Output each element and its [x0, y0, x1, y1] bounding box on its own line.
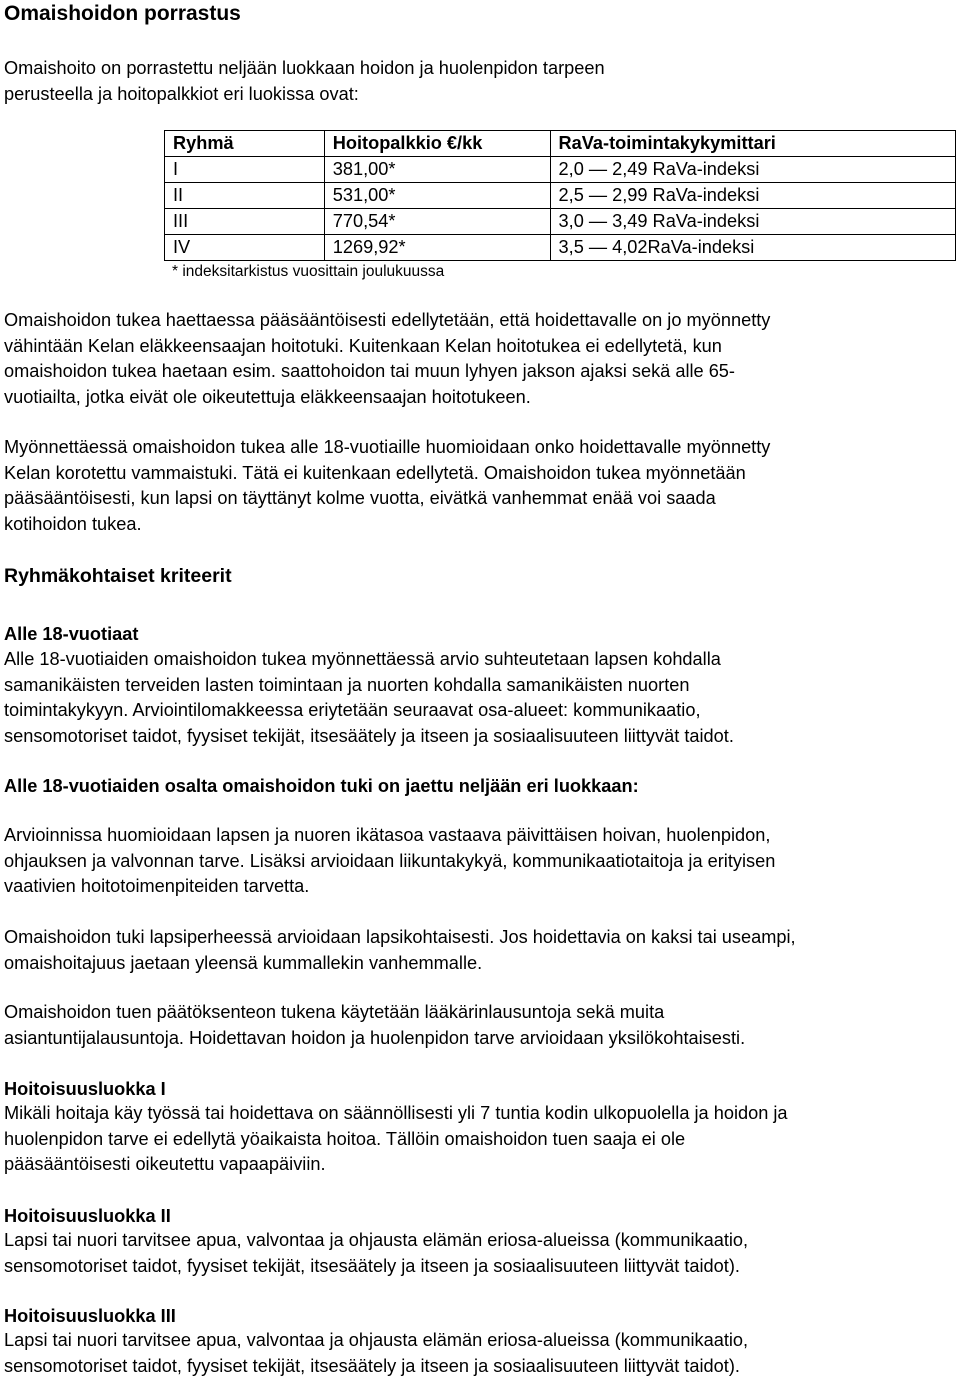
- text-line: pääsääntöisesti, kun lapsi on täyttänyt kolme vuotta, eivätkä vanhemmat enää voi saada: [4, 488, 716, 508]
- text-line: omaishoitajuus jaetaan yleensä kummallekin vanhemmalle.: [4, 952, 483, 973]
- class2-paragraph: [4, 1228, 956, 1279]
- text-line: sensomotoriset taidot, fyysiset tekijät, itsesäätely ja itseen ja sosiaalisuuteen liittyvät taidot.: [4, 725, 734, 746]
- text-line: vuotiailta, jotka eivät ole oikeutettuja eläkkeensaajan hoitotukeen.: [4, 386, 531, 407]
- text-line: Arvioinnissa huomioidaan lapsen ja nuoren ikätasoa vastaava päivittäisen hoivan, huolenpidon,: [4, 825, 771, 845]
- under18-heading: Alle 18-vuotiaat: [4, 624, 139, 644]
- text-line: Omaishoidon tuki lapsiperheessä arvioidaan lapsikohtaisesti. Jos hoidettavia on kaksi tai useampi,: [4, 927, 796, 947]
- text-line: Kelan korotettu vammaistuki. Tätä ei kuitenkaan edellytetä. Omaishoidon tukea myönnetään: [4, 462, 746, 483]
- text-line: Lapsi tai nuori tarvitsee apua, valvontaa ja ohjausta elämän eriosa-alueissa (kommunikaatio,: [4, 1330, 749, 1350]
- text-line: Myönnettäessä omaishoidon tukea alle 18-vuotiaille huomioidaan onko hoidettavalle myönnetty: [4, 437, 771, 457]
- table-cell: 3,0 — 3,49 RaVa-indeksi: [550, 209, 955, 235]
- text-line: Omaishoito on porrastettu neljään luokkaan hoidon ja huolenpidon tarpeen: [4, 58, 605, 78]
- text-line: vaativien hoitotoimenpiteiden tarvetta.: [4, 876, 310, 896]
- column-header-group: Ryhmä: [165, 131, 325, 157]
- family-paragraph: [4, 925, 956, 976]
- care-fee-table: [164, 130, 956, 261]
- table-header-row: [165, 131, 956, 157]
- evaluation-paragraph: [4, 823, 956, 900]
- class3-paragraph: [4, 1328, 956, 1379]
- text-line: Alle 18-vuotiaiden omaishoidon tukea myönnettäessä arvio suhteutetaan lapsen kohdalla: [4, 649, 721, 669]
- class3-heading: Hoitoisuusluokka III: [4, 1306, 176, 1326]
- page-title: Omaishoidon porrastus: [4, 2, 241, 25]
- text-line: toimintakykyyn. Arviointilomakkeessa eriytetään seuraavat osa-alueet: kommunikaatio,: [4, 700, 701, 720]
- table-row: [165, 157, 956, 183]
- text-line: omaishoidon tukea haetaan esim. saattohoidon tai muun lyhyen jakson ajaksi sekä alle 65-: [4, 361, 735, 381]
- text-line: sensomotoriset taidot, fyysiset tekijät, itsesäätely ja itseen ja sosiaalisuuteen liittyvät taidot).: [4, 1255, 740, 1276]
- table-cell: 2,5 — 2,99 RaVa-indeksi: [550, 183, 955, 209]
- table-cell: IV: [165, 235, 325, 261]
- criteria-heading: Ryhmäkohtaiset kriteerit: [4, 565, 232, 587]
- column-header-rava: RaVa-toimintakykymittari: [550, 131, 955, 157]
- table-cell: 381,00*: [324, 157, 550, 183]
- table-cell: III: [165, 209, 325, 235]
- statements-paragraph: [4, 1000, 956, 1051]
- table-footnote: * indeksitarkistus vuosittain joulukuussa: [172, 263, 445, 280]
- table-cell: 1269,92*: [324, 235, 550, 261]
- table-row: [165, 183, 956, 209]
- table-cell: 531,00*: [324, 183, 550, 209]
- column-header-fee: Hoitopalkkio €/kk: [324, 131, 550, 157]
- class1-paragraph: [4, 1101, 956, 1178]
- table-row: [165, 235, 956, 261]
- text-line: asiantuntijalausuntoja. Hoidettavan hoidon ja huolenpidon tarve arvioidaan yksilökohtaisesti.: [4, 1027, 746, 1048]
- assessment-paragraph: [4, 647, 956, 749]
- table-cell: 770,54*: [324, 209, 550, 235]
- classes-heading: Alle 18-vuotiaiden osalta omaishoidon tuki on jaettu neljään eri luokkaan:: [4, 776, 639, 796]
- text-line: huolenpidon tarve ei edellytä yöaikaista hoitoa. Tällöin omaishoidon tuen saaja ei ole: [4, 1128, 686, 1149]
- intro-paragraph: [4, 56, 956, 107]
- text-line: Lapsi tai nuori tarvitsee apua, valvontaa ja ohjausta elämän eriosa-alueissa (kommunikaatio,: [4, 1230, 749, 1250]
- text-line: pääsääntöisesti oikeutettu vapaapäiviin.: [4, 1154, 326, 1174]
- table-cell: 2,0 — 2,49 RaVa-indeksi: [550, 157, 955, 183]
- text-line: Mikäli hoitaja käy työssä tai hoidettava on säännöllisesti yli 7 tuntia kodin ulkopuolella ja hoidon ja: [4, 1103, 788, 1123]
- text-line: perusteella ja hoitopalkkiot eri luokissa ovat:: [4, 83, 359, 104]
- text-line: sensomotoriset taidot, fyysiset tekijät, itsesäätely ja itseen ja sosiaalisuuteen liittyvät taidot).: [4, 1355, 740, 1376]
- table-cell: 3,5 — 4,02RaVa-indeksi: [550, 235, 955, 261]
- table-cell: I: [165, 157, 325, 183]
- text-line: Omaishoidon tukea haettaessa pääsääntöisesti edellytetään, että hoidettavalle on jo myönnetty: [4, 310, 771, 330]
- class2-heading: Hoitoisuusluokka II: [4, 1206, 171, 1226]
- text-line: samanikäisten terveiden lasten toimintaan ja nuorten kohdalla samanikäisten nuorten: [4, 674, 690, 695]
- under18-paragraph: [4, 435, 956, 537]
- text-line: vähintään Kelan eläkkeensaajan hoitotuki. Kuitenkaan Kelan hoitotukea ei edellytetä, kun: [4, 335, 722, 356]
- eligibility-paragraph: [4, 308, 956, 410]
- text-line: ohjauksen ja valvonnan tarve. Lisäksi arvioidaan liikuntakykyä, kommunikaatiotaitoja ja erityisen: [4, 850, 776, 871]
- table-cell: II: [165, 183, 325, 209]
- text-line: Omaishoidon tuen päätöksenteon tukena käytetään lääkärinlausuntoja sekä muita: [4, 1002, 665, 1022]
- table-row: [165, 209, 956, 235]
- class1-heading: Hoitoisuusluokka I: [4, 1079, 166, 1099]
- text-line: kotihoidon tukea.: [4, 513, 142, 534]
